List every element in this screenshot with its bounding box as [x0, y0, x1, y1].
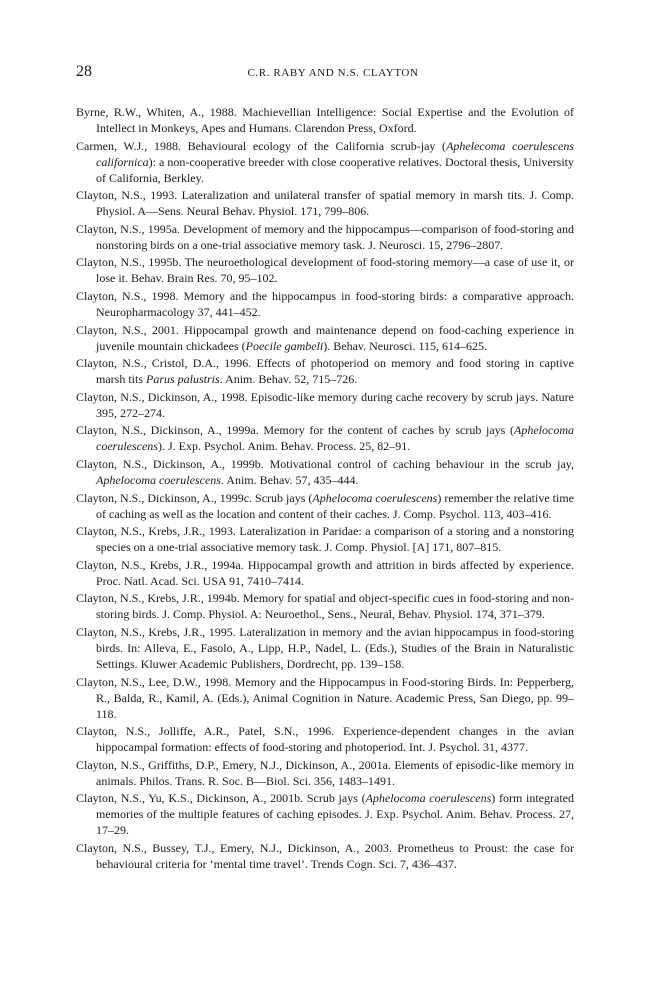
reference-entry — [76, 389, 574, 421]
reference-text: Clayton, N.S., Krebs, J.R., 1994b. Memory for spatial and object-specific cues in food-storing and non-storing birds. J. Comp. Physiol. A: Neuroethol., Sens., Neural, Behav. Physiol. 174, 371–379. — [76, 591, 574, 622]
reference-entry — [76, 187, 574, 219]
reference-text: Clayton, N.S., Yu, K.S., Dickinson, A., 2001b. Scrub jays ( — [76, 791, 366, 806]
reference-entry — [76, 557, 574, 589]
reference-entry — [76, 490, 574, 522]
reference-entry — [76, 254, 574, 286]
reference-text: Clayton, N.S., 2001. Hippocampal growth and maintenance depend on food-caching experience in juvenile mountain chickadees ( — [76, 322, 574, 353]
reference-entry — [76, 456, 574, 488]
reference-text: Clayton, N.S., Krebs, J.R., 1994a. Hippocampal growth and attrition in birds affected by experience. Proc. Natl. Acad. Sci. USA 91, 7410–7414. — [76, 557, 574, 588]
reference-text: Clayton, N.S., 1998. Memory and the hippocampus in food-storing birds: a comparative approach. Neuropharmacology 37, 441–452. — [76, 288, 574, 319]
reference-entry — [76, 288, 574, 320]
reference-text: . Anim. Behav. 52, 715–726. — [219, 372, 358, 387]
reference-text: Clayton, N.S., Bussey, T.J., Emery, N.J., Dickinson, A., 2003. Prometheus to Proust: the case for behavioural criteria for ‘mental time travel’. Trends Cogn. Sci. 7, 436–437. — [76, 840, 574, 871]
reference-text: ). Behav. Neurosci. 115, 614–625. — [323, 338, 488, 353]
reference-entry — [76, 624, 574, 672]
reference-text: Carmen, W.J., 1988. Behavioural ecology of the California scrub-jay ( — [76, 138, 447, 153]
reference-text: ). J. Exp. Psychol. Anim. Behav. Process. 25, 82–91. — [157, 439, 411, 454]
reference-text: Clayton, N.S., 1993. Lateralization and unilateral transfer of spatial memory in marsh tits. J. Comp. Physiol. A—Sens. Neural Behav. Physiol. 171, 799–806. — [76, 188, 574, 219]
reference-text: Clayton, N.S., Cristol, D.A., 1996. Effects of photoperiod on memory and food storing in captive marsh tits — [76, 356, 574, 387]
reference-entry — [76, 138, 574, 186]
reference-text: Clayton, N.S., Krebs, J.R., 1995. Lateralization in memory and the avian hippocampus in food-storing birds. In: Alleva, E., Fasolo, A., Lipp, H.P., Nadel, L. (Eds.), Studies of the Brain in Naturalistic Settings. Kluwer Academic Publishers, Dordrecht, pp. 139–158. — [76, 624, 574, 671]
reference-entry — [76, 322, 574, 354]
reference-text: Clayton, N.S., 1995b. The neuroethological development of food-storing memory—a case of use it, or lose it. Behav. Brain Res. 70, 95–102. — [76, 255, 574, 286]
reference-entry — [76, 757, 574, 789]
reference-list — [76, 104, 574, 873]
reference-entry — [76, 104, 574, 136]
reference-entry — [76, 221, 574, 253]
reference-text: Clayton, N.S., Jolliffe, A.R., Patel, S.N., 1996. Experience-dependent changes in the avian hippocampal formation: effects of food-storing and photoperiod. Int. J. Psychol. 31, 4377. — [76, 724, 574, 755]
reference-text: Clayton, N.S., Dickinson, A., 1999b. Motivational control of caching behaviour in the scrub jay, — [76, 456, 574, 471]
reference-text: ) form integrated memories of the multiple features of caching episodes. J. Exp. Psychol. Anim. Behav. Process. 27, 17–29. — [96, 791, 574, 838]
italic-text: Parus palustris — [146, 372, 220, 387]
italic-text: Aphelocoma coerulescens — [96, 423, 574, 454]
page-header — [0, 62, 666, 84]
reference-text: Clayton, N.S., Griffiths, D.P., Emery, N.J., Dickinson, A., 2001a. Elements of episodic-like memory in animals. Philos. Trans. R. Soc. B—Biol. Sci. 356, 1483–1491. — [76, 757, 574, 788]
reference-text: . Anim. Behav. 57, 435–444. — [220, 472, 359, 487]
italic-text: Aphelocoma coerulescens — [365, 791, 492, 806]
reference-entry — [76, 590, 574, 622]
italic-text: Aphelocoma coerulescens — [312, 490, 438, 505]
reference-entry — [76, 840, 574, 872]
reference-text: Clayton, N.S., 1995a. Development of memory and the hippocampus—comparison of food-storing and nonstoring birds on a one-trial associative memory task. J. Neurosci. 15, 2796–2807. — [76, 221, 574, 252]
italic-text: Aphelecoma coerulescens californica — [96, 138, 574, 169]
italic-text: Aphelocoma coerulescens — [96, 472, 221, 487]
reference-text: Clayton, N.S., Lee, D.W., 1998. Memory and the Hippocampus in Food-storing Birds. In: Pepperberg, R., Balda, R., Kamil, A. (Eds.), Animal Cognition in Nature. Academic Press, San Diego, pp. 99–118. — [76, 674, 574, 721]
reference-entry — [76, 422, 574, 454]
reference-text: Clayton, N.S., Dickinson, A., 1998. Episodic-like memory during cache recovery by scrub jays. Nature 395, 272–274. — [76, 389, 574, 420]
reference-text: Byrne, R.W., Whiten, A., 1988. Machievellian Intelligence: Social Expertise and the Evolution of Intellect in Monkeys, Apes and Humans. Clarendon Press, Oxford. — [76, 105, 574, 135]
reference-entry — [76, 790, 574, 838]
reference-text: ) remember the relative time of caching as well as the location and content of their caches. J. Comp. Psychol. 113, 403–416. — [96, 490, 574, 521]
reference-entry — [76, 723, 574, 755]
reference-entry — [76, 355, 574, 387]
reference-text: Clayton, N.S., Krebs, J.R., 1993. Lateralization in Paridae: a comparison of a storing and a nonstoring species on a one-trial associative memory task. J. Comp. Physiol. [A] 171, 807–815. — [76, 524, 574, 555]
reference-entry — [76, 523, 574, 555]
reference-entry — [76, 674, 574, 722]
reference-text: Clayton, N.S., Dickinson, A., 1999a. Memory for the content of caches by scrub jays ( — [76, 423, 515, 438]
page-number: 28 — [76, 63, 92, 80]
italic-text: Poecile gambeli — [245, 338, 324, 353]
reference-text: ): a non-cooperative breeder with close cooperative relatives. Doctoral thesis, University of California, Berkley. — [96, 154, 574, 185]
running-head: C.R. RABY AND N.S. CLAYTON — [247, 67, 419, 79]
reference-text: Clayton, N.S., Dickinson, A., 1999c. Scrub jays ( — [76, 490, 313, 505]
